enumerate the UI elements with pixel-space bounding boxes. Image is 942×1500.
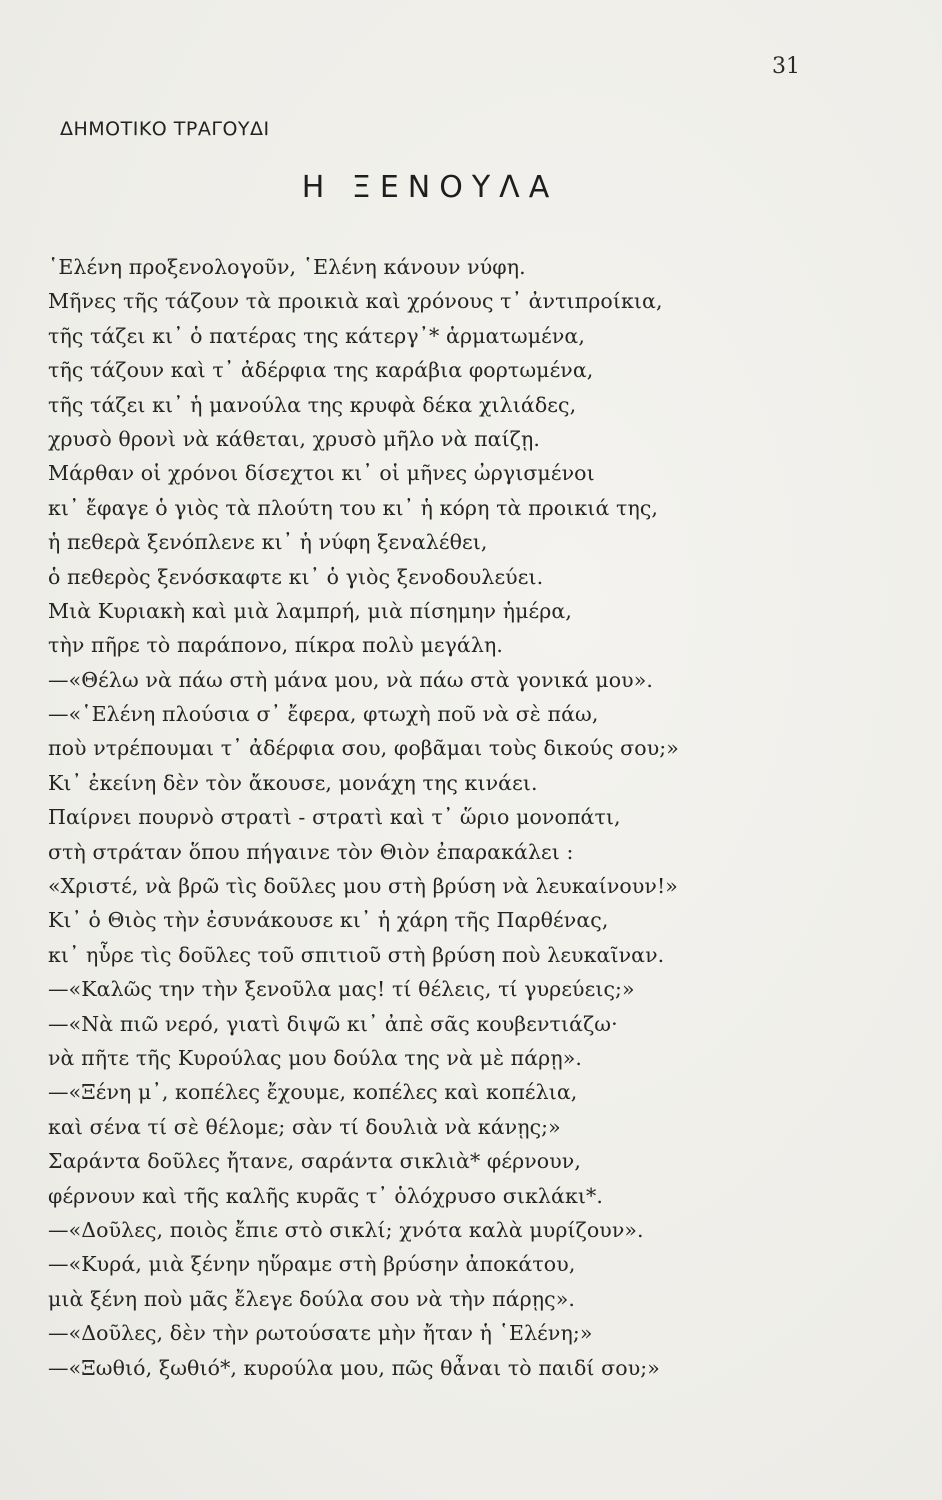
verse-line: —«Καλῶς την τὴν ξενοῦλα μας! τί θέλεις, τί γυρεύεις;» [48,977,635,1002]
poem-title: Η ΞΕΝΟΥΛΑ [301,170,559,205]
verse-line: Κι᾽ ὁ Θιὸς τὴν ἐσυνάκουσε κι᾽ ἡ χάρη τῆς Παρθένας, [48,908,609,933]
verse-line: τῆς τάζουν καὶ τ᾽ ἀδέρφια της καράβια φορτωμένα, [48,358,594,383]
verse-line: —«Δοῦλες, ποιὸς ἔπιε στὸ σικλί; χνότα καλὰ μυρίζουν». [48,1217,644,1242]
verse-line: —«῾Ελένη πλούσια σ᾽ ἔφερα, φτωχὴ ποῦ νὰ σὲ πάω, [48,702,599,727]
verse-line: Μῆνες τῆς τάζουν τὰ προικιὰ καὶ χρόνους τ᾽ ἀντιπροίκια, [48,289,663,314]
verse-line: κι᾽ ἔφαγε ὁ γιὸς τὰ πλούτη του κι᾽ ἡ κόρη τὰ προικιά της, [48,495,659,520]
verse-line: νὰ πῆτε τῆς Κυρούλας μου δούλα της νὰ μὲ πάρῃ». [48,1045,582,1070]
verse-line: φέρνουν καὶ τῆς καλῆς κυρᾶς τ᾽ ὁλόχρυσο σικλάκι*. [48,1183,603,1208]
verse-line: —«Κυρά, μιὰ ξένην ηὕραμε στὴ βρύσην ἀποκάτου, [48,1252,576,1277]
verse-line: στὴ στράταν ὅπου πήγαινε τὸν Θιὸν ἐπαρακάλει : [48,839,574,864]
verse-line: τὴν πῆρε τὸ παράπονο, πίκρα πολὺ μεγάλη. [48,633,503,658]
verse-line: Παίρνει πουρνὸ στρατὶ - στρατὶ καὶ τ᾽ ὥριο μονοπάτι, [48,805,621,830]
verse-line: τῆς τάζει κι᾽ ἡ μανούλα της κρυφὰ δέκα χιλιάδες, [48,392,577,417]
verse-line: Κι᾽ ἐκείνη δὲν τὸν ἄκουσε, μονάχη της κινάει. [48,770,538,795]
verse-line: —«Ξένη μ᾽, κοπέλες ἔχουμε, κοπέλες καὶ κοπέλια, [48,1080,578,1105]
verse-line: καὶ σένα τί σὲ θέλομε; σὰν τί δουλιὰ νὰ κάνῃς;» [48,1114,561,1139]
verse-line: κι᾽ ηὗρε τὶς δοῦλες τοῦ σπιτιοῦ στὴ βρύση ποὺ λευκαῖναν. [48,942,665,967]
verse-line: χρυσὸ θρονὶ νὰ κάθεται, χρυσὸ μῆλο νὰ παίζῃ. [48,426,540,451]
verse-line: ἡ πεθερὰ ξενόπλενε κι᾽ ἡ νύφη ξεναλέθει, [48,530,488,555]
verse-line: «Χριστέ, νὰ βρῶ τὶς δοῦλες μου στὴ βρύση νὰ λευκαίνουν!» [48,874,678,899]
verse-line: —«Θέλω νὰ πάω στὴ μάνα μου, νὰ πάω στὰ γονικά μου». [48,667,653,692]
verse-line: μιὰ ξένη ποὺ μᾶς ἔλεγε δούλα σου νὰ τὴν πάρῃς». [48,1286,575,1311]
verse-line: ῾Ελένη προξενολογοῦν, ῾Ελένη κάνουν νύφη. [48,255,526,279]
verse-line: —«Ξωθιό, ξωθιό*, κυρούλα μου, πῶς θἆναι τὸ παιδί σου;» [48,1355,660,1380]
verse-line: —«Νὰ πιῶ νερό, γιατὶ διψῶ κι᾽ ἀπὲ σᾶς κουβεντιάζω· [48,1011,618,1036]
verse-line: Μάρθαν οἱ χρόνοι δίσεχτοι κι᾽ οἱ μῆνες ὠργισμένοι [48,461,595,486]
verse-line: Μιὰ Κυριακὴ καὶ μιὰ λαμπρή, μιὰ πίσημην ἡμέρα, [48,598,572,623]
verse-line: τῆς τάζει κι᾽ ὁ πατέρας της κάτεργ᾽* ἁρματωμένα, [48,323,585,348]
verse-line: Σαράντα δοῦλες ἤτανε, σαράντα σικλιὰ* φέρνουν, [48,1149,581,1174]
verse-line: ὁ πεθερὸς ξενόσκαφτε κι᾽ ὁ γιὸς ξενοδουλεύει. [48,564,544,589]
poem-verses [48,250,838,1385]
verse-line: —«Δοῦλες, δὲν τὴν ρωτούσατε μὴν ἤταν ἡ ῾Ελένη;» [48,1321,593,1346]
section-header: ΔΗΜΟΤΙΚΟ ΤΡΑΓΟΥΔΙ [60,118,270,140]
page-number: 31 [772,54,800,79]
verse-line: ποὺ ντρέπουμαι τ᾽ ἀδέρφια σου, φοβᾶμαι τοὺς δικούς σου;» [48,736,679,761]
